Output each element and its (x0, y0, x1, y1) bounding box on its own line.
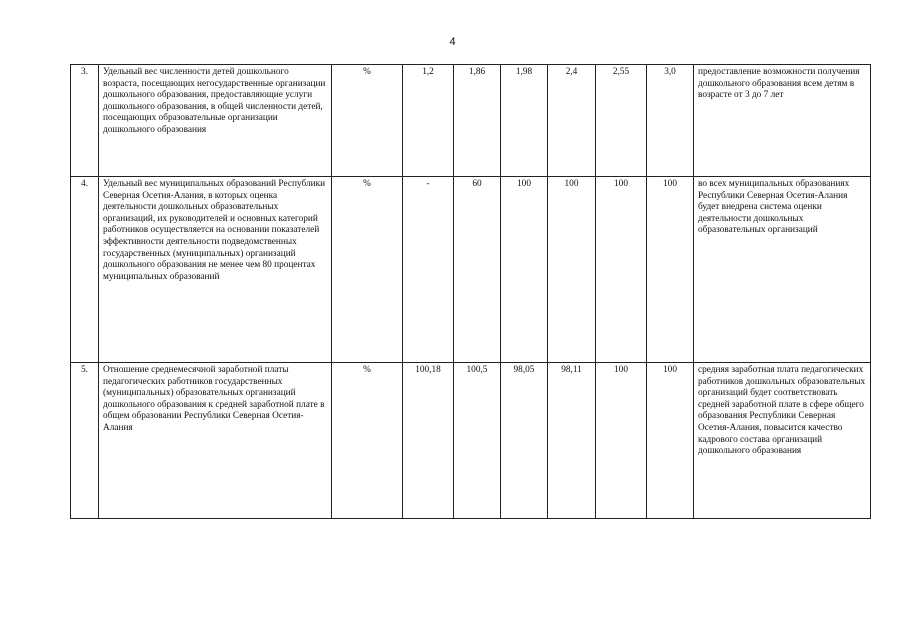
row-number: 4. (71, 177, 99, 363)
value-cell: - (403, 177, 454, 363)
expected-result-text: предоставление возможности получения дошкольного образования всем детям в возрасте от 3 до 7 лет (694, 65, 871, 177)
value-cell: 100 (596, 363, 647, 519)
value-cell: 100,18 (403, 363, 454, 519)
unit-cell: % (332, 363, 403, 519)
row-number: 5. (71, 363, 99, 519)
value-cell: 3,0 (647, 65, 694, 177)
indicator-text: Удельный вес численности детей дошкольного возраста, посещающих негосударственные организации дошкольного образования, предоставляющие услуги дошкольного образования, в общей численности детей, посещающих образовательные организации дошкольного образования (99, 65, 332, 177)
unit-cell: % (332, 65, 403, 177)
value-cell: 98,11 (548, 363, 596, 519)
table-row (71, 177, 871, 363)
row-number: 3. (71, 65, 99, 177)
value-cell: 100 (596, 177, 647, 363)
value-cell: 100 (647, 363, 694, 519)
value-cell: 2,55 (596, 65, 647, 177)
unit-cell: % (332, 177, 403, 363)
table-row (71, 65, 871, 177)
value-cell: 100 (501, 177, 548, 363)
value-cell: 98,05 (501, 363, 548, 519)
value-cell: 100 (548, 177, 596, 363)
value-cell: 1,2 (403, 65, 454, 177)
value-cell: 100 (647, 177, 694, 363)
value-cell: 2,4 (548, 65, 596, 177)
value-cell: 1,86 (454, 65, 501, 177)
indicators-table (70, 64, 871, 519)
indicator-text: Отношение среднемесячной заработной платы педагогических работников государственных (муниципальных) образовательных организаций дошкольного образования к средней заработной плате в общем образовании Республики Северная Осетия-Алания (99, 363, 332, 519)
table-row (71, 363, 871, 519)
page-number: 4 (449, 36, 456, 48)
indicator-text: Удельный вес муниципальных образований Республики Северная Осетия-Алания, в которых оценка деятельности дошкольных образовательных организаций, их руководителей и основных категорий работников осуществляется на основании показателей эффективности деятельности подведомственных государственных (муниципальных) организаций дошкольного образования не менее чем 80 процентах муниципальных образований (99, 177, 332, 363)
expected-result-text: во всех муниципальных образованиях Республики Северная Осетия-Алания будет внедрена система оценки деятельности дошкольных образовательных организаций (694, 177, 871, 363)
expected-result-text: средняя заработная плата педагогических работников дошкольных образовательных организаций будет соответствовать средней заработной плате в сфере общего образования Республики Северная Осетия-Алания, повысится качество кадрового состава организаций дошкольного образования (694, 363, 871, 519)
value-cell: 1,98 (501, 65, 548, 177)
value-cell: 60 (454, 177, 501, 363)
value-cell: 100,5 (454, 363, 501, 519)
